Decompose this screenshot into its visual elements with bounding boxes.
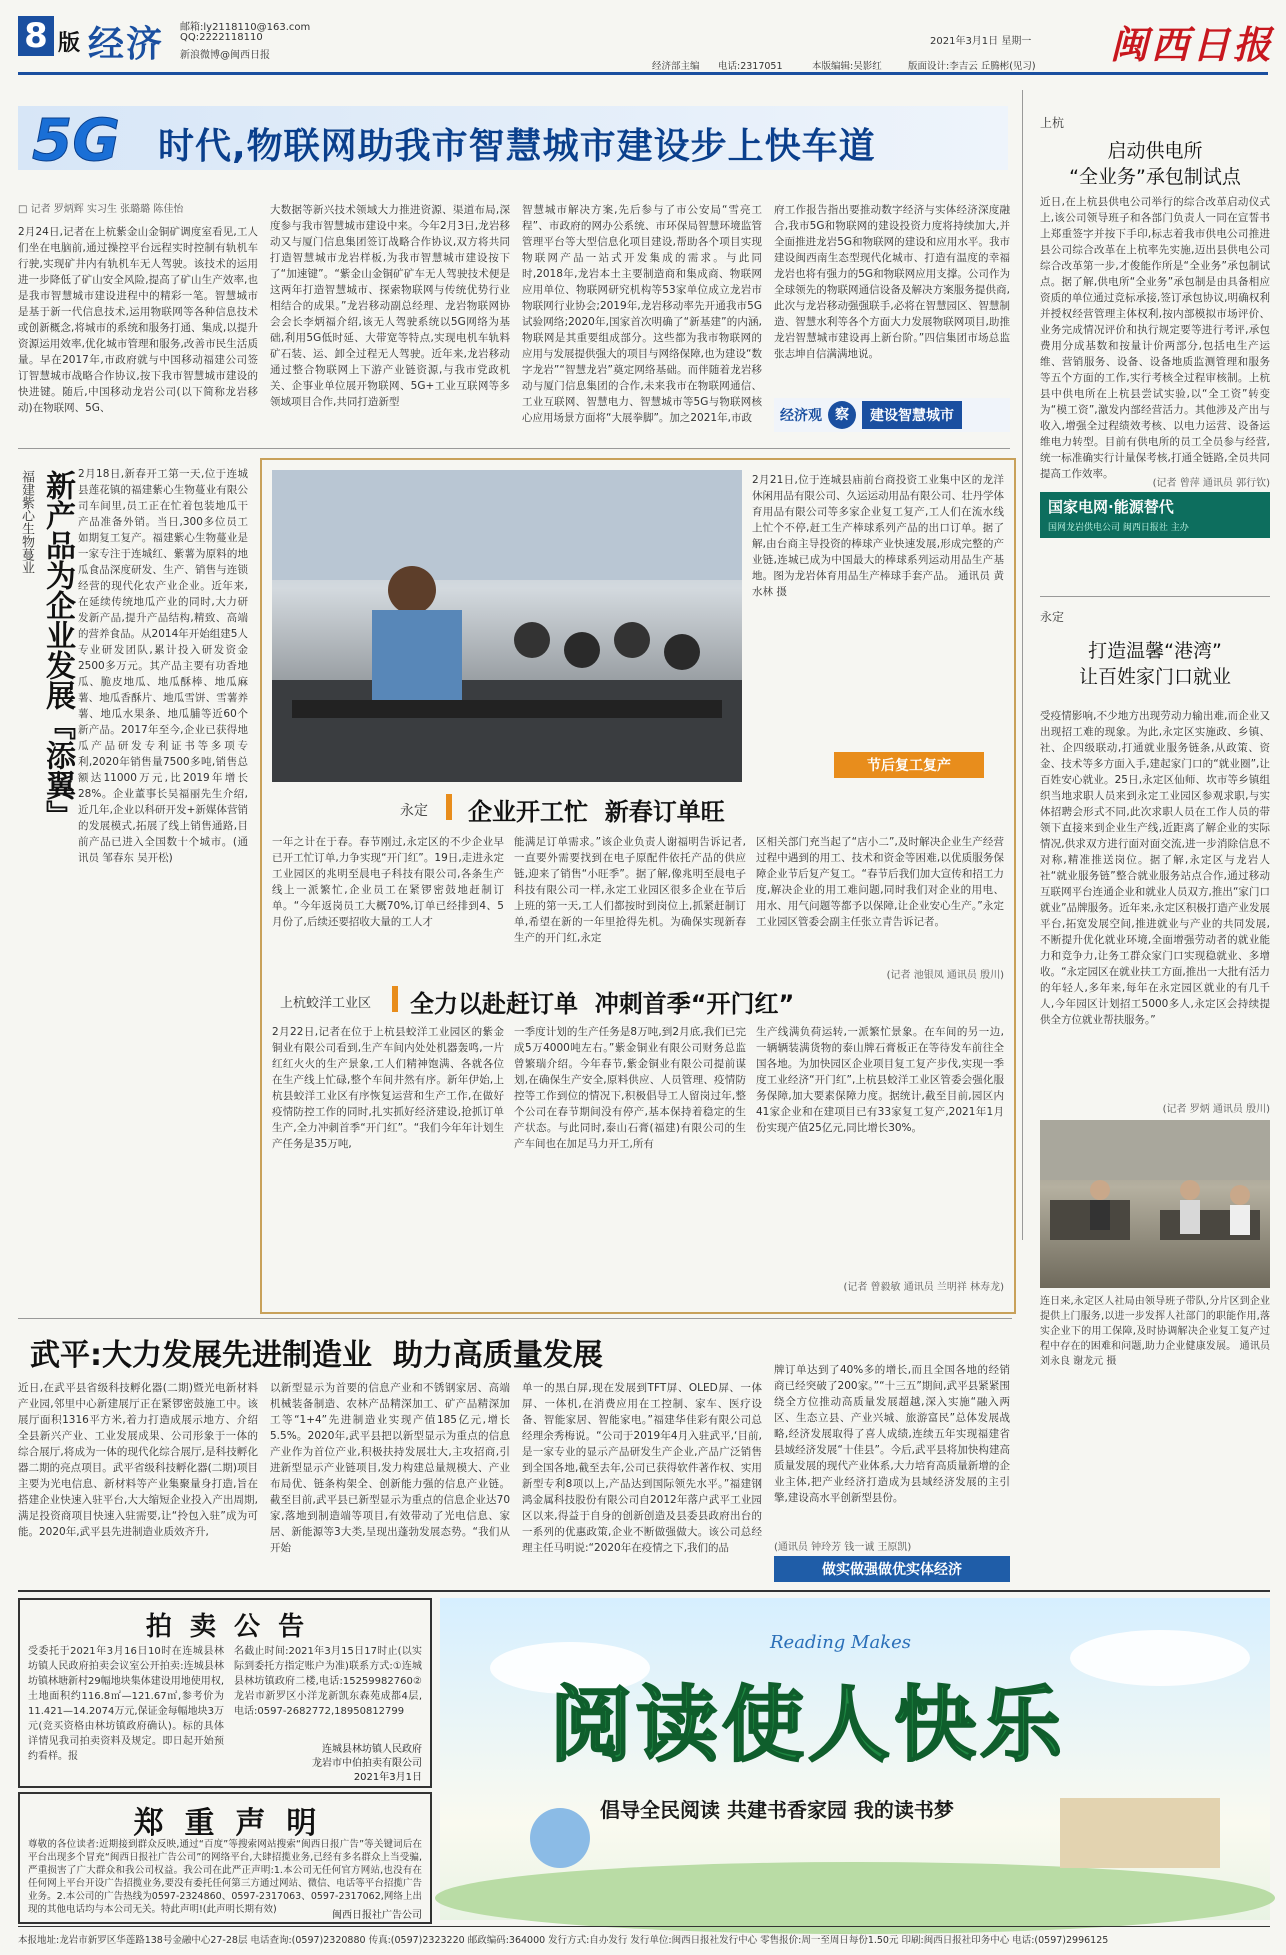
reading-makes-text: Reading Makes	[770, 1632, 912, 1653]
art1-title-marker	[446, 794, 452, 820]
art1-title: 企业开工忙 新春订单旺	[468, 798, 725, 826]
art1-byline: (记者 池银凤 通讯员 殷川)	[886, 970, 1004, 981]
auction-signer-1: 连城县林坊镇人民政府	[322, 1744, 422, 1755]
art1-col-1: 一年之计在于春。春节刚过,永定区的不少企业早已开工忙订单,力争实现“开门红”。19日,走进永定工业园区的兆明至晨电子科技有限公司,各条生产线上一派繁忙,企业员工在紧锣密鼓地赶制订单。“今年返岗员工大概70%,订单已经排到4、5月份了,后续还要招收大量的工人才	[272, 836, 504, 928]
wuping-banner: 做实做强做优实体经济	[774, 1556, 1010, 1582]
wuping-top-rule	[18, 1318, 1012, 1319]
story1-body: 近日,在上杭县供电公司举行的综合改革启动仪式上,该公司领导班子和各部门负责人一同在宣誓书上郑重签字并按下手印,标志着我市供电公司推进县公司综合改革在上杭率先实施,迈出县供电公司综合改革第一步,才俊能作所是“全业务”承包制试点。据了解,供电所“全业务”承包制是由具备相应资质的单位通过竞标承接,签订承包协议,明确权利并授权经营管理主体权利,按内部模拟市场评价、业务完成情况评价和执行规定要等进行考评,承包费用分成基数和按量计价两部分,包括电生产运维、营销服务、设备、设备地质监测管理和服务等五个方面的工作,实行考核全过程审核制。上杭县中供电所在上杭县尝试实验,以“全工资”转变为“模工资”,激发内部经营活力。其他涉及产出与收入,增强全过程绩效考核、以电力运营、设备运维电力转型。目前有供电所的员工全员参与经营,统一标准确实行计量保考核,打通全链路,全员共同提高工作效率。	[1040, 196, 1270, 480]
story2-title-2: 让百姓家门口就业	[1078, 666, 1231, 688]
art2-title: 全力以赴赶订单 冲刺首季“开门红”	[410, 990, 795, 1018]
reading-slogan: 倡导全民阅读 共建书香家园 我的读书梦	[600, 1798, 954, 1822]
wuping-col-4: 牌订单达到了40%多的增长,而且全国各地的经销商已经突破了200家。”“十三五”期间,武平县紧紧围绕全方位推动高质量发展超越,深入实施“融入两区、生态立县、产业兴城、旅游富民”总体发展战略,经济发展取得了喜人成绩,连续五年实现福建省县域经济发展“十佳县”。今后,武平县将加快构建高质量发展的现代产业体系,大力培育高质量新增的企业主体,把产业经济打造成为县域经济发展的主引擎,建设高水平创新型县份。	[774, 1364, 1010, 1504]
lead-col-1: 2月24日,记者在上杭紫金山金铜矿调度室看见,工人们坐在电脑前,通过操控平台远程实时控制有轨机车行驶,实现矿井内有轨机车无人驾驶。该技术的运用进一步降低了矿山安全风险,提高了矿山生产效率,也是我市智慧城市建设进程中的精彩一笔。智慧城市是基于新一代信息技术,运用物联网等各种信息技术或创新概念,将城市的系统和服务打通、集成,以提升资源运用效率,优化城市管理和服务,改善市民生活质量。早在2017年,市政府就与中国移动福建公司签订智慧城市战略合作协议,按下我市智慧城市建设的快进键。随后,中国移动龙岩公司(以下简称龙岩移动)在物联网、5G、	[18, 226, 258, 414]
reading-big-text: 阅读使人快乐	[550, 1678, 1067, 1773]
notice-body: 尊敬的各位读者:近期接到群众反映,通过“百度”等搜索网站搜索“闽西日报广告”等关键词后在平台出现多个冒充“闽西日报社广告公司”的网络平台,大肆招揽业务,已经有多名群众上当受骗,严重损害了广大群众和我公司权益。我公司在此严正声明:1.本公司无任何官方网站,也没有在任何网上平台开设广告招揽业务,要没有委托任何第三方通过网站、微信、电话等平台招揽广告业务。2.本公司的广告热线为0597-2324860、0597-2317063、0597-2317062,网络上出现的其他电话均与本公司无关。特此声明!(此声明长期有效)	[28, 1839, 422, 1915]
energy-banner-title: 国家电网·能源替代	[1048, 498, 1174, 516]
wuping-col-1: 近日,在武平县省级科技孵化器(二期)暨光电新材料产业园,邻里中心新建展厅正在紧锣密鼓施工中。该展厅面积1316平方米,着力打造成展示地方、介绍全县新兴产业、工业发展成果、公司形象于一体的综合展厅,将成为一体的现代化综合展厅,是科技孵化器二期的亮点项目。武平省级科技孵化器(二期)项目主要为光电信息、新材料等产业集聚量身打造,旨在搭建企业快速入驻平台,大大缩短企业投入产出周期,满足投资商项目快速入驻需要,让“拎包入驻”成为可能。2020年,武平县先进制造业质效齐升,	[18, 1382, 258, 1538]
art1-col-3: 区相关部门充当起了“店小二”,及时解决企业生产经营过程中遇到的用工、技术和资金等困难,以优质服务保障企业节后复产复工。“春节后我们加大宣传和招工力度,解决企业的用工难问题,同时我们对企业的用电、用水、用气问题等都予以保障,让企业安心生产。”永定工业园区管委会副主任张立青告诉记者。	[756, 836, 1004, 928]
bottom-section-rule	[18, 1590, 1270, 1592]
art2-col-2: 一季度计划的生产任务是8万吨,到2月底,我们已完成5万4000吨左右。”紫金铜业有限公司财务总监曾繁瑞介绍。今年春节,紫金铜业有限公司提前谋划,在确保生产安全,原料供应、人员管理、疫情防控等工作到位的情况下,积极倡导工人留岗过年,整个公司在春节期间没有停产,基本保持着稳定的生产状态。与此同时,泰山石膏(福建)有限公司的生产车间也在加足马力开工,所有	[514, 1026, 746, 1150]
lead-col-3: 智慧城市解决方案,先后参与了市公安局“雪亮工程”、市政府的网办公系统、市环保局智慧环境监管管理平台等大型信息化项目建设,帮助各个项目实现物联网产品一站式开发集成的需求。与此同时,2018年,龙岩本土主要制造商和集成商、物联网应用单位、物联网研究机构等53家单位成立龙岩市物联网行业协会;2019年,龙岩移动率先开通我市5G试验网络;2020年,国家首次明确了“新基建”的内涵,物联网是其重要组成部分。这些都为我市物联网的应用与发展提供强大的项目与网络保障,也为建设“数字龙岩”“智慧龙岩”奠定网络基础。而伴随着龙岩移动与厦门信息集团的合作,未来我市在物联网通信、工业互联网、智慧电力、智慧城市等5G与物联网核心应用场景方面将“大展拳脚”。加之2021年,市政	[522, 204, 762, 424]
art2-col-3: 生产线满负荷运转,一派繁忙景象。在车间的另一边,一辆辆装满货物的泰山牌石膏板正在等待发车前往全国各地。为加快园区企业项目复工复产步伐,实现一季度工业经济“开门红”,上杭县蛟洋工业区管委会强化服务保障,加大要素保障力度。据统计,截至目前,园区内41家企业和在建项目已有33家复工复产,2021年1月份实现产值25亿元,同比增长30%。	[756, 1026, 1004, 1134]
story2-title-1: 打造温馨“港湾”	[1088, 640, 1222, 662]
art2-byline: (记者 曾毅敏 通讯员 兰明祥 林寿龙)	[843, 1282, 1004, 1293]
right-col-divider	[1022, 90, 1023, 1240]
wuping-col-2: 以新型显示为首要的信息产业和不锈钢家居、高端机械装备制造、农林产品精深加工、矿产品精深加工等“1+4”先进制造业实现产值185亿元,增长5.5%。2020年,武平县把以新型显示为重点的信息产业作为首位产业,积极扶持发展壮大,主攻招商,引进新型显示产业链项目,发力构建总量规模大、产业布局优、链条构架全、创新能力强的信息产业链。截至目前,武平县已新型显示为重点的信息企业达70家,落地到制造端等项目,有效带动了光电信息、家居、新能源等3大类,呈现出蓬勃发展态势。“我们从开始	[270, 1382, 510, 1554]
lead-headline-5g: 5G	[32, 106, 120, 174]
logo-text-right: 建设智慧城市	[862, 401, 962, 429]
designer-name: 版面设计:李吉云 丘腾彬(见习)	[908, 61, 1036, 72]
story1-title-2: “全业务”承包制试点	[1069, 166, 1241, 188]
story2-location: 永定	[1040, 610, 1065, 624]
date-line: 2021年3月1日 星期一	[930, 36, 1032, 47]
logo-char-badge: 察	[828, 401, 856, 429]
masthead	[0, 0, 1286, 72]
energy-banner-sub: 国网龙岩供电公司 闽西日报社 主办	[1048, 523, 1189, 533]
editor-phone: 电话:2317051	[718, 61, 783, 72]
auction-col-1: 受委托于2021年3月16日10时在连城县林坊镇人民政府拍卖会议室公开拍卖:连城县林坊镇林塘新村29幅地块集体建设用地使用权,土地面积约116.8㎡—121.67㎡,参考价为11.421—14.2074万元,保证金每幅地块3万元(竞买资格由林坊镇政府确认)。标的具体详情见我司拍卖资料及规定。即日起开始预约看样。报	[28, 1646, 224, 1762]
art1-kicker: 永定	[400, 803, 428, 819]
editor-chief: 经济部主编	[652, 61, 700, 72]
art1-col-2: 能满足订单需求。”该企业负责人谢福明告诉记者,一直要外需要找到在电子原配件依托产品的供应链,迎来了销售“小旺季”。据了解,像兆明至晨电子科技有限公司一样,永定工业园区很多企业在节后上班的第一天,工人们都按时到岗位上,抓紧赶制订单,希望在新的一年里抢得先机。为确保实现新春生产的开门红,永定	[514, 836, 746, 944]
wuping-headline: 武平:大力发展先进制造业 助力高质量发展	[30, 1338, 603, 1373]
logo-text-left: 经济观	[780, 408, 822, 424]
lead-byline: □ 记者 罗炳辉 实习生 张璐璐 陈佳怡	[18, 204, 184, 215]
lead-col-4: 府工作报告指出要推动数字经济与实体经济深度融合,我市5G和物联网的建设投资力度将持续加大,并全面推进龙岩5G和物联网的建设和应用水平。我市建设闽西南生态型现代化城市、打造有温度的幸福龙岩也将有强力的5G和物联网应用支撑。公司作为全球领先的物联网通信设备及解决方案服务提供商,此次与龙岩移动强强联手,必将在智慧园区、智慧制造、智慧水利等各个方面大力发展物联网项目,助推龙岩智慧城市建设再上新台阶。”四信集团市场总监张志坤自信满满地说。	[774, 204, 1010, 360]
page-suffix: 版	[58, 31, 81, 56]
feature-vert-title: 新产品为企业发展『添翼』	[40, 470, 75, 830]
story1-byline: (记者 曾萍 通讯员 郭行钦)	[1152, 478, 1270, 489]
notice-title: 郑 重 声 明	[133, 1806, 317, 1841]
reading-ad	[440, 1598, 1270, 1920]
lead-headline-banner	[18, 106, 1008, 174]
auction-col-2: 名截止时间:2021年3月15日17时止(以实际到委托方指定账户为准)联系方式:①连城县林坊镇政府二楼,电话:15259982760②龙岩市新罗区小洋龙新凯东森苑成都4层,电话:0597-2682772,18950812799	[234, 1646, 422, 1717]
story2-byline: (记者 罗炳 通讯员 殷川)	[1162, 1104, 1270, 1115]
right-divider-1	[1040, 596, 1270, 597]
footer-info: 本报地址:龙岩市新罗区华莲路138号金融中心27-28层 电话查询:(0597)2320880 传真:(0597)2323220 邮政编码:364000 发行方式:自办发行 发行单位:闽西日报社发行中心 零售报价:周一至周日每份1.50元 印刷:闽西日报社印务中心 电话:(0597)2996125	[18, 1935, 1109, 1946]
energy-banner	[1040, 492, 1270, 538]
footer-rule	[18, 1926, 1270, 1927]
page-number-badge: 8	[18, 16, 54, 56]
photo-tag-badge: 节后复工复产	[834, 752, 984, 778]
auction-title: 拍 卖 公 告	[145, 1612, 305, 1642]
factory-photo-right	[1040, 1120, 1270, 1288]
contact-qq: QQ:2222118110	[180, 32, 263, 43]
feature-body: 2月18日,新春开工第一天,位于连城县莲花镇的福建紫心生物蔓业有限公司车间里,员工正在忙着包装地瓜干产品准备外销。当日,300多位员工如期复工复产。福建紫心生物蔓业是一家专注于连城红、紫薯为原料的地瓜食品深度研发、生产、销售与连锁经营的现代化农产业企业。近年来,在延续传统地瓜产业的同时,大力研发新产品,提升产品结构,精致、高端的营养食品。从2014年开始组建5人专业研发团队,累计投入研发资金2500多万元。其产品主要有功香地瓜、脆皮地瓜、地瓜酥棒、地瓜麻薯、地瓜香酥片、地瓜雪饼、雪薯养薯、地瓜水果条、地瓜脯等近60个新产品。2017年至今,企业已获得地瓜产品研发专利证书等多项专利,2020年销售量7500多吨,销售总额达11000万元,比2019年增长28%。企业董事长吴福丽先生介绍,近几年,企业以科研开发+新媒体营销的发展模式,拓展了线上销售通路,目前产品已进入全国数十个城市。(通讯员 邹春东 吴开松)	[78, 468, 248, 864]
center-photo-caption: 2月21日,位于连城县庙前台商投资工业集中区的龙洋休闲用品有限公司、久运运动用品有限公司、壮丹学体育用品有限公司等多家企业复工复产,工人们在流水线上忙个不停,赶工生产棒球系列产品的出口订单。据了解,由台商主导投资的棒球产业快速发展,形成完整的产业链,连城已成为中国最大的棒球系列运动用品生产基地。图为龙岩体育用品生产棒球手套产品。 通讯员 黄水林 摄	[752, 474, 1004, 598]
masthead-rule	[18, 72, 1268, 75]
center-factory-photo-scene	[272, 470, 742, 782]
art2-title-marker	[392, 986, 398, 1012]
auction-date: 2021年3月1日	[353, 1772, 422, 1783]
art2-kicker: 上杭蛟洋工业区	[280, 996, 372, 1011]
wuping-col-3: 单一的黑白屏,现在发展到TFT屏、OLED屏、一体屏、一体机,在消费应用在工控制、家车、医疗设备、智能家居、智能家电。”福建华佳彩有限公司总经理余秀梅说。“公司于2019年4月入驻武平,‘目前,是一家专业的显示产品研发生产企业,产品广泛销售到全国各地,截至去年,公司已获得软件著作权、实用新型专利8项以上,产品达到国际领先水平。”福建钢鸿金属科技股份有限公司自2012年落户武平工业园区以来,得益于自身的创新创造及县委县政府出台的一系列的优惠政策,企业不断做强做大。该公司总经理主任马明说:“2020年在疫情之下,我们的品	[522, 1382, 762, 1554]
lead-bottom-rule	[18, 448, 1010, 449]
notice-box	[18, 1792, 432, 1924]
center-factory-photo	[272, 470, 742, 782]
factory-photo-right-scene	[1040, 1120, 1270, 1288]
auction-signer-2: 龙岩市中伯拍卖有限公司	[312, 1758, 422, 1769]
lead-headline-text: 时代,物联网助我市智慧城市建设步上快车道	[158, 126, 876, 167]
story2-body: 受疫情影响,不少地方出现劳动力输出难,而企业又出现招工难的现象。为此,永定区实施政、乡镇、社、企四级联动,打通就业服务链条,从政策、资金、技术等多方面入手,建起家门口的“就业圈”,让百姓安心就业。25日,永定区仙师、坎市等乡镇组织当地求职人员来到永定工业园区参观求职,与实体招聘会形式不同,此次求职人员在工作人员的带领下直接来到企业生产线,近距离了解企业的实际情况,供求双方进行面对面交流,进一步消除信息不对称,精准推送岗位。据了解,永定区与龙岩人社“就业服务链”整合就业服务站点合作,通过移动互联网平台连通企业和就业人员双方,推出“家门口就业”品牌服务。近年来,永定区积极打造产业发展平台,拓宽发展空间,推进就业与产业的共同发展,不断提升优化就业环境,全面增强劳动者的就业能力和竞争力,让务工群众家门口实现稳就业、多增收。“永定园区在就业扶工方面,推出一大批有活力的年轻人,多年来,每年在永定园区就业的有几千人,今年园区计划招工5000多人,永定区会持续提供全方位就业帮扶服务。”	[1040, 710, 1270, 1026]
story1-title-1: 启动供电所	[1107, 140, 1203, 162]
section-name: 经济	[88, 24, 165, 65]
feature-vert-kicker: 福建紫心生物蔓业	[19, 470, 34, 574]
wuping-byline: (通讯员 钟玲芳 钱一诚 王原凯)	[774, 1542, 912, 1553]
newspaper-logo: 闽西日报	[1110, 22, 1275, 67]
notice-signer: 闽西日报社广告公司	[332, 1910, 422, 1921]
contact-email: 邮箱:ly2118110@163.com	[180, 22, 311, 33]
art2-col-1: 2月22日,记者在位于上杭县蛟洋工业园区的紫金铜业有限公司看到,生产车间内处处机器轰鸣,一片红红火火的生产景象,工人们精神饱满、各就各位在生产线上忙碌,整个车间井然有序。新年伊始,上杭县蛟洋工业区有序恢复运营和生产工作,在做好疫情防控工作的同时,扎实抓好经济建设,抢抓订单生产,全力冲刺首季“开门红”。“我们今年年计划生产任务是35万吨,	[272, 1026, 504, 1150]
contact-weibo: 新浪微博@闽西日报	[180, 50, 270, 61]
lead-col-2: 大数据等新兴技术领域大力推进资源、渠道布局,深度参与我市智慧城市建设中来。今年2月3日,龙岩移动又与厦门信息集团签订战略合作协议,双方将共同打造智慧城市龙岩样板,为我市智慧城市建设按下了“加速键”。“紫金山金铜矿矿车无人驾驶技术便是这两年打造智慧城市、探索物联网与传统优势行业相结合的成果。”龙岩移动副总经理、龙岩物联网协会会长李炳福介绍,该无人驾驶系统以5G网络为基础,利用5G低时延、大带宽等特点,实现电机车轨料矿石装、运、卸全过程无人驾驶。近年来,龙岩移动通过整合物联网上下游产业链资源,与我市党政机关、企事业单位展开物联网、5G+工业互联网等多领域项目合作,共同打造新型	[270, 204, 510, 408]
editor-name: 本版编辑:吴影红	[812, 61, 882, 72]
story1-location: 上杭	[1040, 116, 1065, 130]
auction-box	[18, 1598, 432, 1788]
story2-photo-caption: 连日来,永定区人社局由领导班子带队,分片区到企业提供上门服务,以进一步发挥人社部门的职能作用,落实企业下的用工保障,及时协调解决企业复工复产过程中存在的困难和问题,助力企业健康发展。 通讯员 刘永良 谢龙元 摄	[1040, 1296, 1270, 1367]
economy-observe-logo	[774, 398, 1010, 432]
